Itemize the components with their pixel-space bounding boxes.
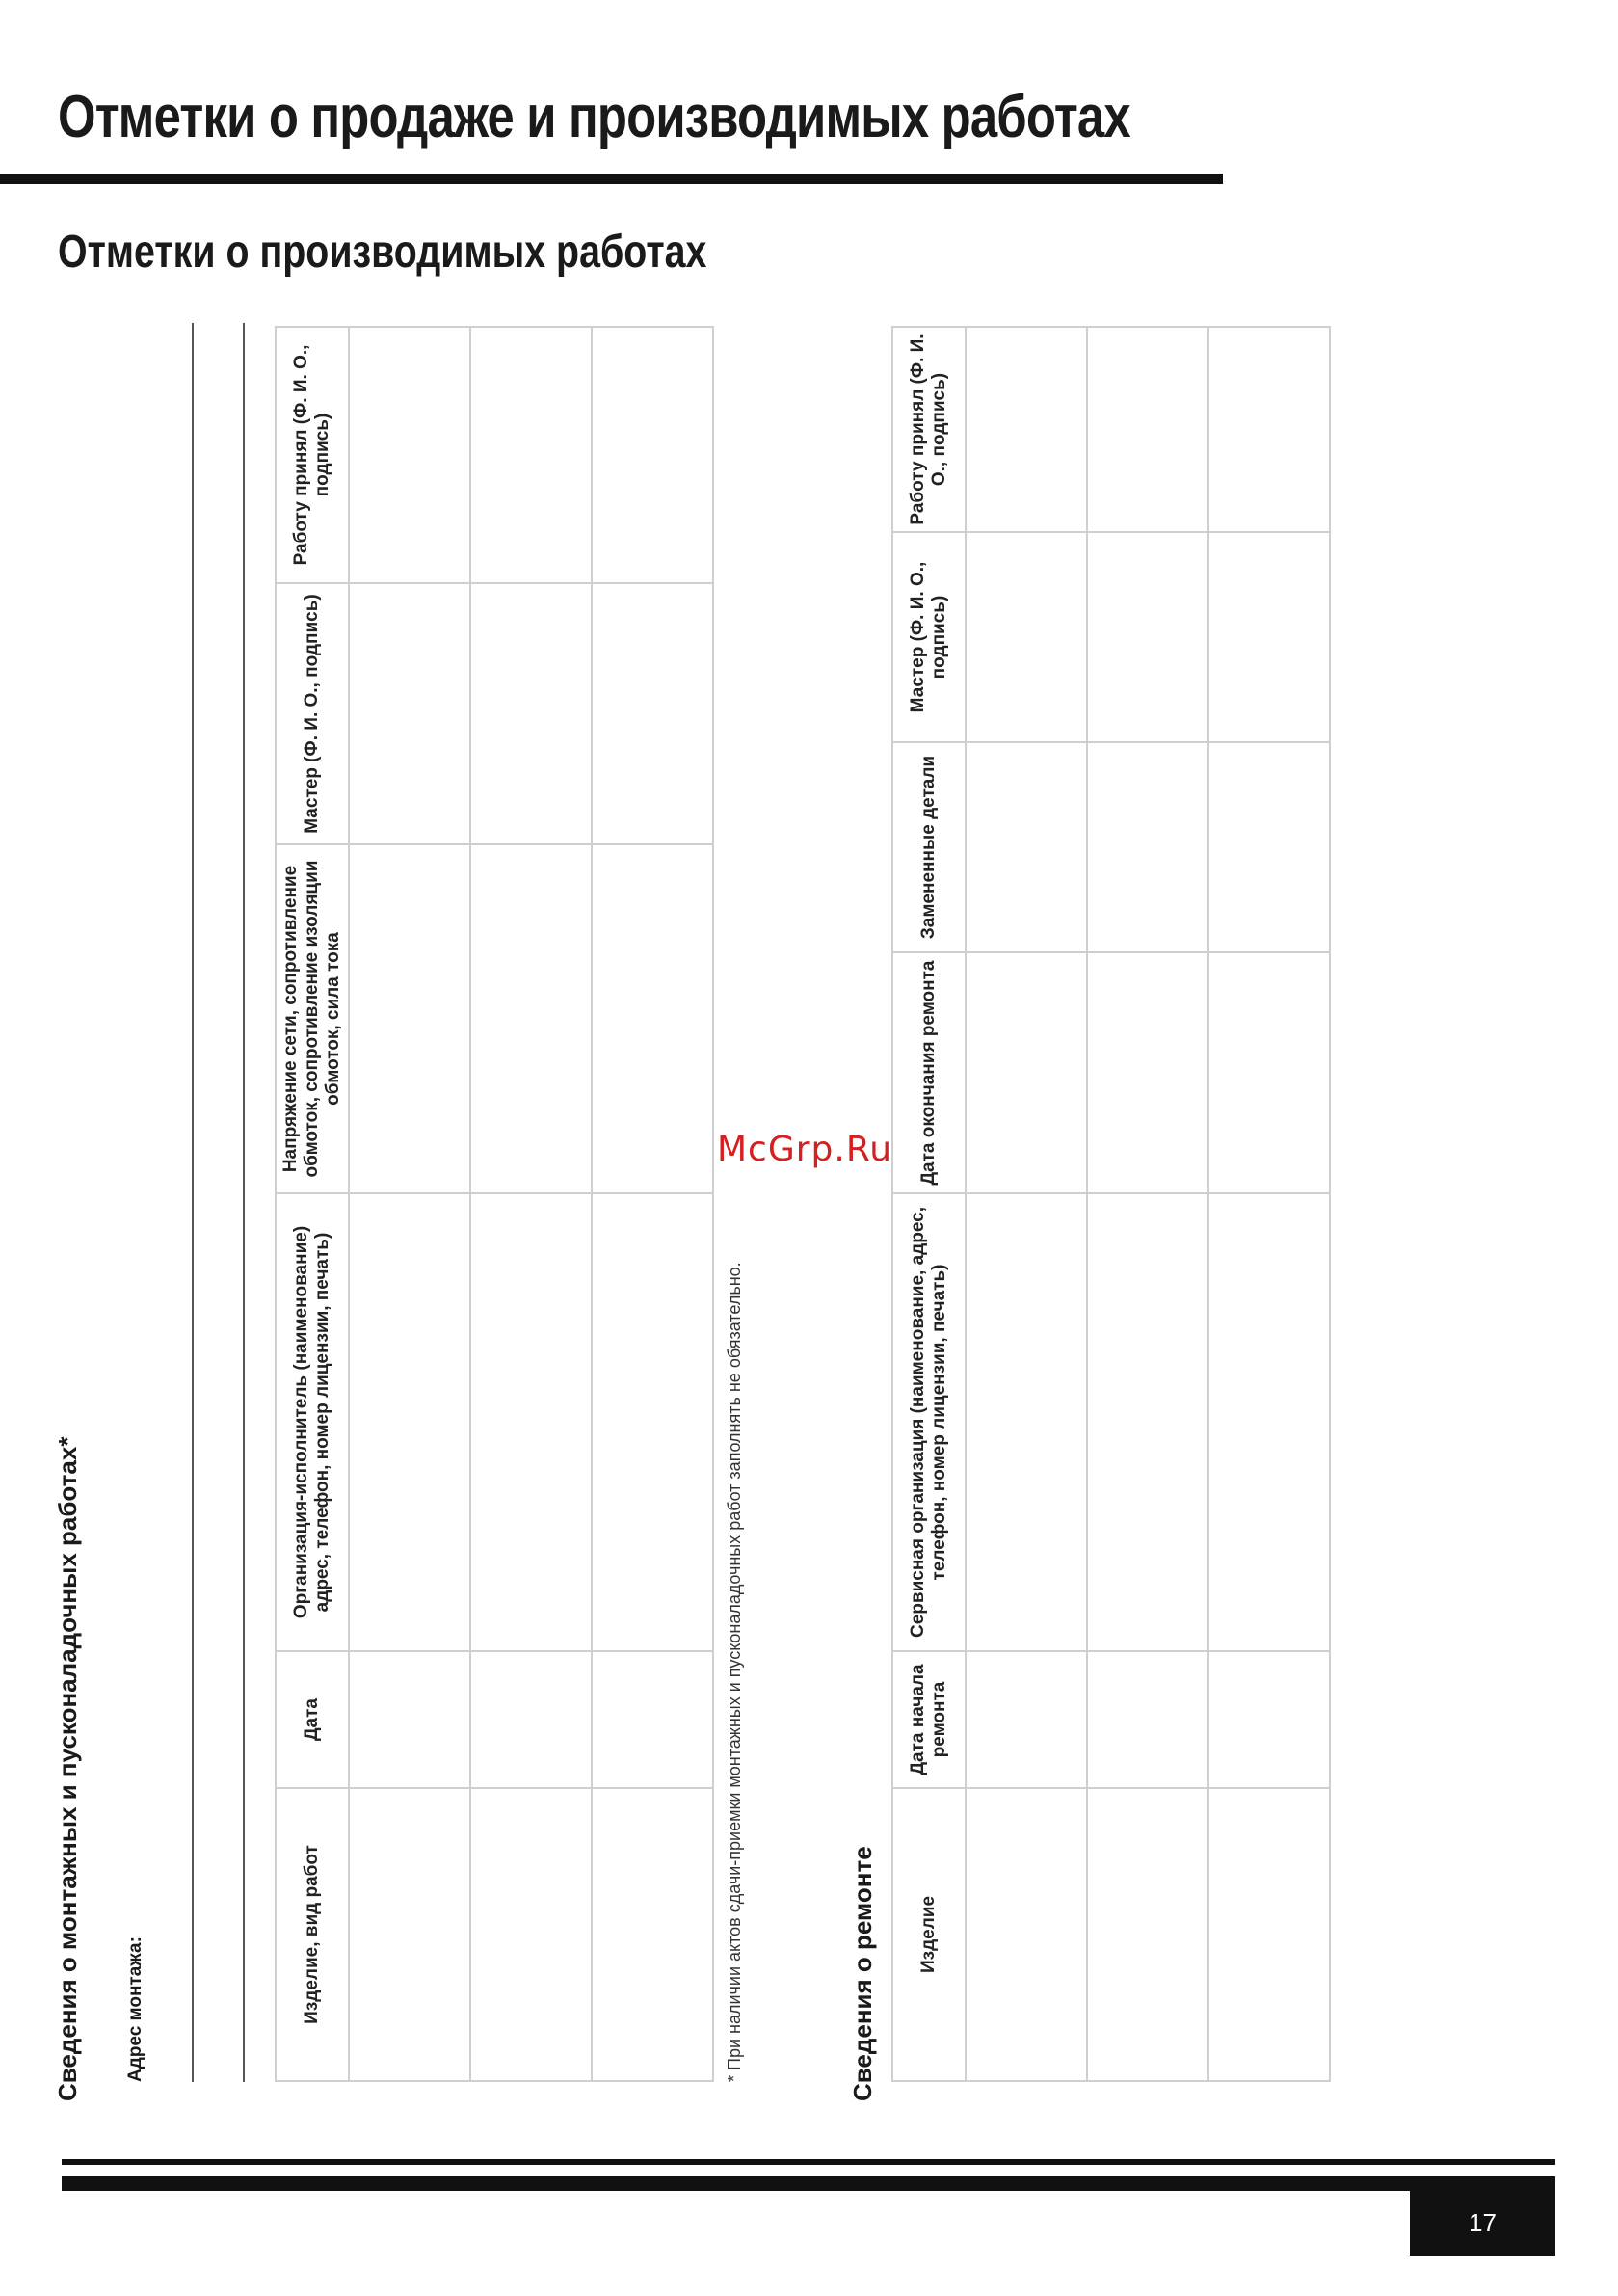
table-cell[interactable] [966, 327, 1087, 532]
table-row [966, 327, 1087, 2081]
col-master: Мастер (Ф. И. О., подпись) [892, 532, 966, 742]
section-title: Отметки о производимых работах [58, 227, 707, 278]
table-cell[interactable] [1087, 952, 1208, 1193]
table-cell[interactable] [1087, 532, 1208, 742]
bottom-divider-thin [62, 2159, 1555, 2165]
installation-heading: Сведения о монтажных и пусконаладочных работах* [53, 1436, 82, 2101]
table-cell[interactable] [1087, 1788, 1208, 2081]
page-number: 17 [1410, 2191, 1555, 2256]
installation-footnote [723, 1215, 746, 2082]
table-cell[interactable] [966, 1193, 1087, 1651]
table-row [1208, 327, 1330, 2081]
table-cell[interactable] [349, 844, 470, 1193]
col-repair-start-date: Дата начала ремонта [892, 1651, 966, 1788]
col-contractor: Организация-исполнитель (наименование) адрес, телефон, номер лицензии, печать) [276, 1193, 349, 1651]
footnote-marker: * [725, 2074, 744, 2082]
installation-table [275, 326, 714, 2082]
rotated-form-block [43, 328, 1325, 2101]
col-date: Дата [276, 1651, 349, 1788]
table-cell[interactable] [1087, 1193, 1208, 1651]
table-cell[interactable] [349, 1651, 470, 1788]
col-service-organization: Сервисная организация (наименование, адрес, телефон, номер лицензии, печать) [892, 1193, 966, 1651]
table-cell[interactable] [349, 327, 470, 583]
table-cell[interactable] [1208, 327, 1330, 532]
table-cell[interactable] [1208, 1651, 1330, 1788]
table-cell[interactable] [1208, 1788, 1330, 2081]
table-row [592, 327, 713, 2081]
install-address-line-1[interactable] [192, 323, 194, 2082]
table-cell[interactable] [349, 583, 470, 844]
install-address-line-2[interactable] [243, 323, 245, 2082]
table-cell[interactable] [470, 844, 592, 1193]
table-row [1087, 327, 1208, 2081]
table-row [349, 327, 470, 2081]
title-divider [0, 174, 1223, 184]
table-cell[interactable] [470, 327, 592, 583]
table-cell[interactable] [1087, 327, 1208, 532]
table-cell[interactable] [470, 583, 592, 844]
table-cell[interactable] [1208, 532, 1330, 742]
install-address-label: Адрес монтажа: [125, 1936, 146, 2082]
installation-header-row [276, 327, 349, 2081]
table-cell[interactable] [592, 327, 713, 583]
table-cell[interactable] [592, 1651, 713, 1788]
col-product-work: Изделие, вид работ [276, 1788, 349, 2081]
table-cell[interactable] [966, 742, 1087, 952]
col-repair-end-date: Дата окончания ремонта [892, 952, 966, 1193]
table-cell[interactable] [966, 1651, 1087, 1788]
table-cell[interactable] [470, 1193, 592, 1651]
table-cell[interactable] [1208, 952, 1330, 1193]
table-cell[interactable] [592, 583, 713, 844]
table-cell[interactable] [966, 1788, 1087, 2081]
table-cell[interactable] [592, 844, 713, 1193]
bottom-divider-thick [62, 2176, 1555, 2191]
footnote-text: При наличии актов сдачи-приемки монтажных и пусконаладочных работ заполнять не обязательно. [725, 1262, 744, 2070]
col-replaced-parts: Замененные детали [892, 742, 966, 952]
table-cell[interactable] [349, 1788, 470, 2081]
table-cell[interactable] [592, 1193, 713, 1651]
table-cell[interactable] [1087, 742, 1208, 952]
table-cell[interactable] [1208, 1193, 1330, 1651]
col-electrical-params: Напряжение сети, сопротивление обмоток, сопротивление изоляции обмоток, сила тока [276, 844, 349, 1193]
table-cell[interactable] [470, 1651, 592, 1788]
table-cell[interactable] [1087, 1651, 1208, 1788]
col-accepted-by: Работу принял (Ф. И. О., подпись) [276, 327, 349, 583]
table-cell[interactable] [966, 952, 1087, 1193]
col-product: Изделие [892, 1788, 966, 2081]
table-cell[interactable] [1208, 742, 1330, 952]
page-title: Отметки о продаже и производимых работах [58, 84, 1130, 150]
repair-heading: Сведения о ремонте [848, 1846, 877, 2101]
table-cell[interactable] [349, 1193, 470, 1651]
table-row [470, 327, 592, 2081]
col-master: Мастер (Ф. И. О., подпись) [276, 583, 349, 844]
table-cell[interactable] [592, 1788, 713, 2081]
table-cell[interactable] [966, 532, 1087, 742]
repair-table [891, 326, 1331, 2082]
col-accepted-by: Работу принял (Ф. И. О., подпись) [892, 327, 966, 532]
table-cell[interactable] [470, 1788, 592, 2081]
watermark: McGrp.Ru [717, 1130, 893, 1169]
repair-header-row [892, 327, 966, 2081]
